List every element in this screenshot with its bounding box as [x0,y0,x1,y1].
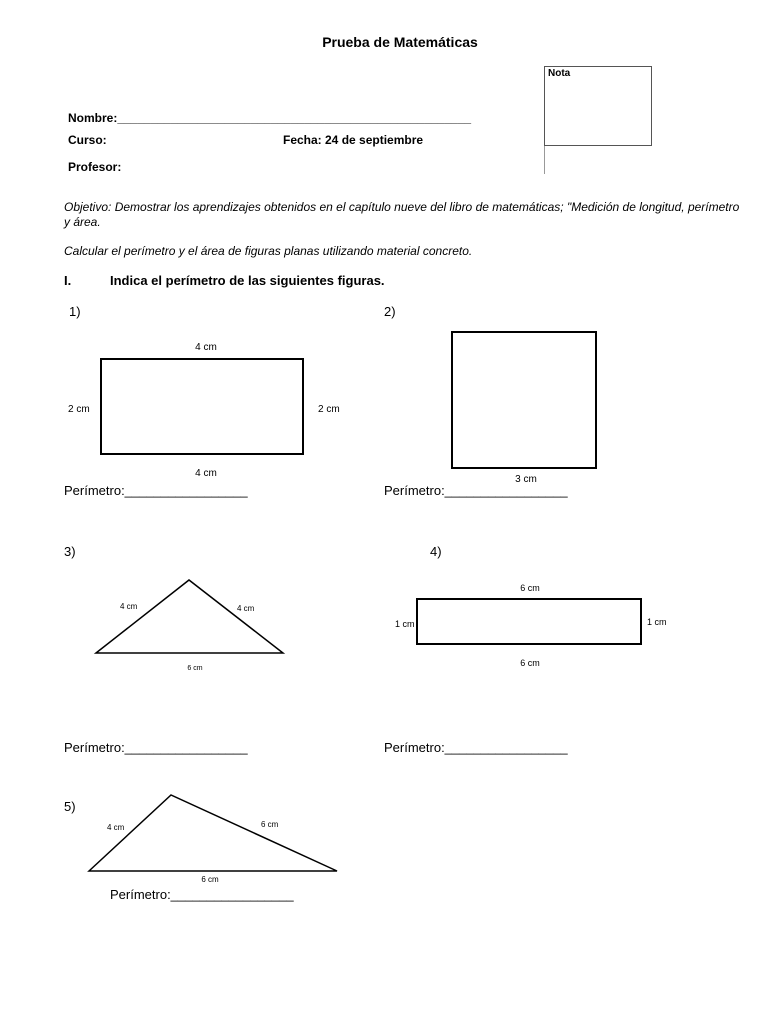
square-shape [452,332,596,468]
figure-1-bottom-label: 4 cm [195,468,217,479]
figure-3-triangle [90,570,290,680]
teacher-label: Profesor: [68,160,122,174]
triangle-shape [96,580,283,653]
name-field[interactable]: Nombre:_____________________________________________________ [68,111,472,125]
figure-4-left-label: 1 cm [395,619,415,629]
figure-4-right-label: 1 cm [647,617,667,627]
figure-4-rectangle [390,575,670,675]
divider [544,146,545,174]
figure-4-top-label: 6 cm [520,583,540,593]
objective-text: Objetivo: Demostrar los aprendizajes obtenidos en el capítulo nueve del libro de matemáticas; "Medición de longitud, perímetro y área. [64,200,740,229]
grade-label: Nota [548,68,571,79]
figure-2-perimeter-field[interactable]: Perímetro:_________________ [384,483,568,498]
figure-2-number: 2) [384,304,396,319]
scalene-triangle-shape [89,795,337,871]
page-title: Prueba de Matemáticas [322,34,478,50]
long-rectangle-shape [417,599,641,644]
figure-5-left-label: 4 cm [107,823,125,832]
figure-1-top-label: 4 cm [195,342,217,353]
figure-1-left-label: 2 cm [68,404,90,415]
figure-4-perimeter-field[interactable]: Perímetro:_________________ [384,740,568,755]
figure-3-right-label: 4 cm [237,604,255,613]
figure-1-perimeter-field[interactable]: Perímetro:_________________ [64,483,248,498]
section-heading: Indica el perímetro de las siguientes figuras. [110,273,385,288]
figure-3-number: 3) [64,544,76,559]
figure-3-bottom-label: 6 cm [187,665,203,672]
rectangle-shape [101,359,303,454]
date-label: Fecha: 24 de septiembre [283,133,424,147]
figure-4-bottom-label: 6 cm [520,658,540,668]
figure-3-left-label: 4 cm [120,602,138,611]
course-label: Curso: [68,133,107,147]
figure-5-triangle [80,788,350,888]
instruction-text: Calcular el perímetro y el área de figuras planas utilizando material concreto. [64,244,473,258]
figure-4-number: 4) [430,544,442,559]
figure-5-right-label: 6 cm [261,820,279,829]
figure-1-right-label: 2 cm [318,404,340,415]
section-number: I. [64,273,72,288]
figure-1-number: 1) [69,304,81,319]
figure-1-rectangle [60,335,360,485]
figure-2-bottom-label: 3 cm [515,474,537,485]
figure-3-perimeter-field[interactable]: Perímetro:_________________ [64,740,248,755]
figure-5-bottom-label: 6 cm [201,875,219,884]
figure-5-number: 5) [64,799,76,814]
figure-2-square [440,325,610,490]
figure-5-perimeter-field[interactable]: Perímetro:_________________ [110,887,294,902]
